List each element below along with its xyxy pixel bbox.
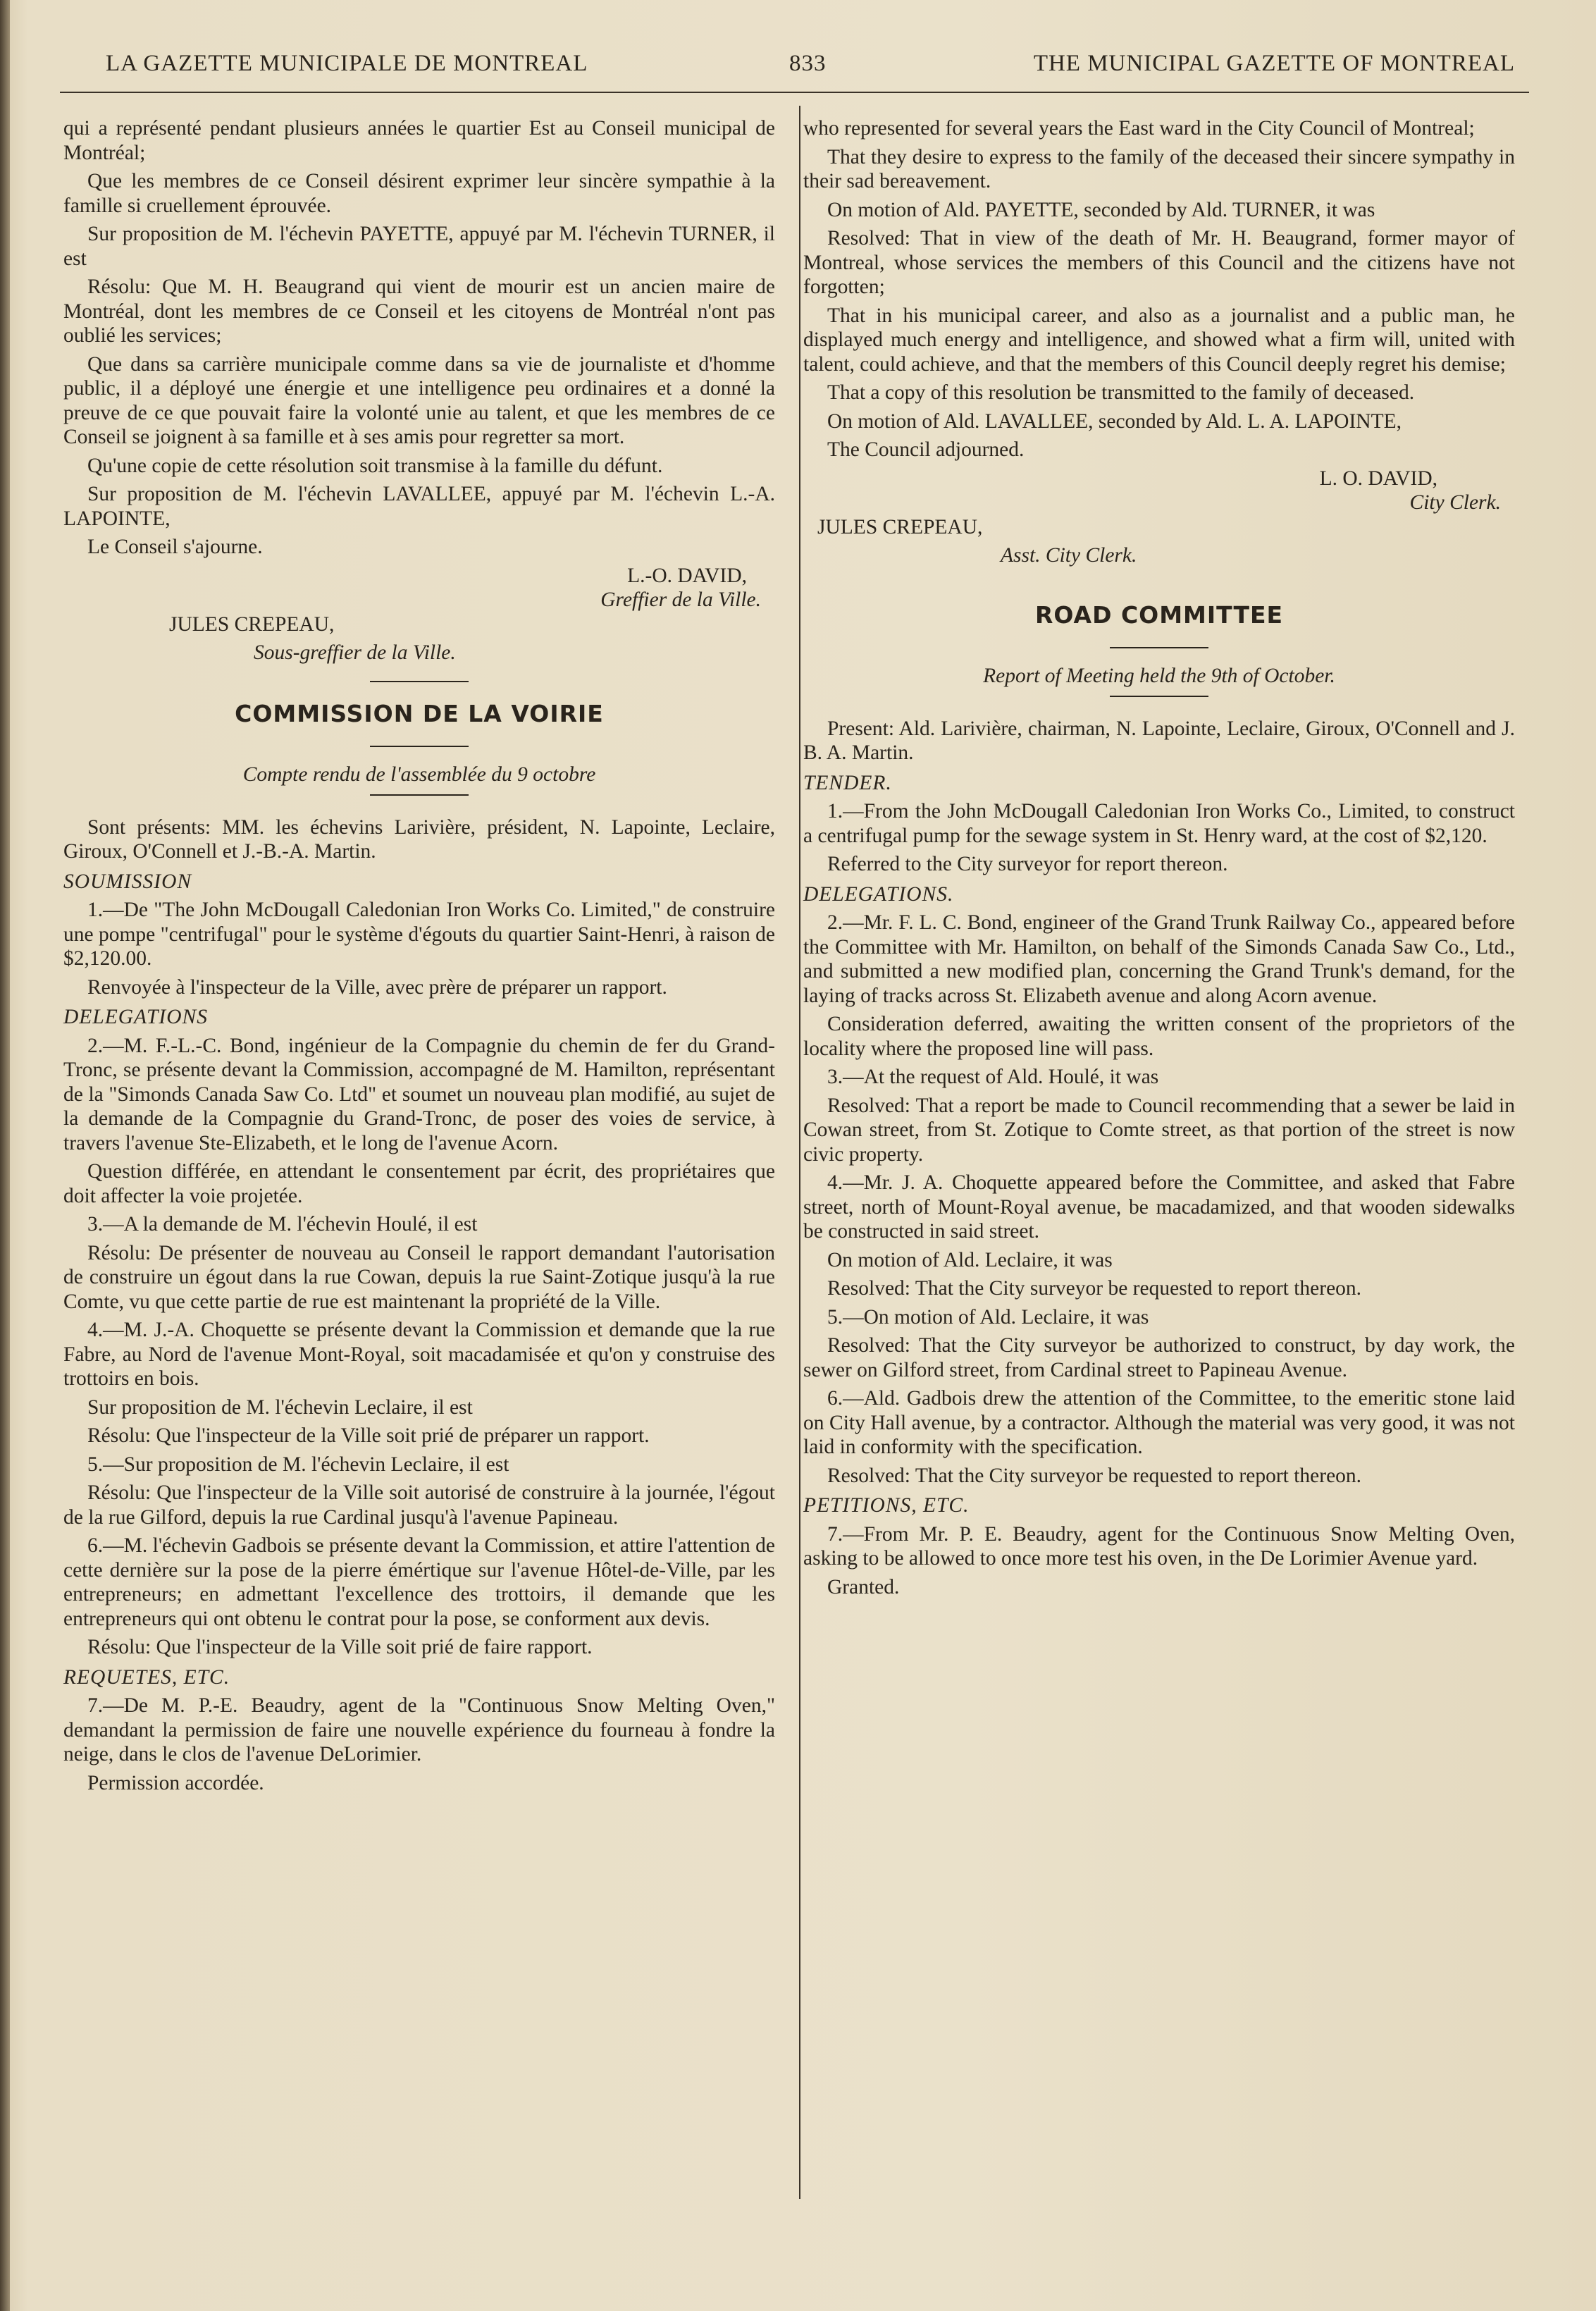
en-item-5: 5.—On motion of Ald. Leclaire, it was [827,1305,1149,1329]
en-intro-5: That in his municipal career, and also as a journalist and a public man, he displayed much energy and intelligence, and showed what a firm will, united with talent, could achieve, and that the members of this Council deeply regret his demise; [803,304,1515,376]
en-item-3: 3.—At the request of Ald. Houlé, it was [827,1066,1159,1088]
en-intro-6: That a copy of this resolution be transmitted to the family of deceased. [827,381,1415,404]
fr-item-1-action: Renvoyée à l'inspecteur de la Ville, avec prère de préparer un rapport. [87,975,667,999]
fr-item-4: 4.—M. J.-A. Choquette se présente devant la Commission et demande que la rue Fabre, au Nord de l'avenue Mont-Royal, soit macadamisée et qu'on y construise des trottoirs en bois. [63,1319,775,1390]
running-head-english: THE MUNICIPAL GAZETTE OF MONTREAL [1033,51,1515,76]
en-item-4-resolu: Resolved: That the City surveyor be requested to report thereon. [827,1277,1362,1300]
fr-item-7-action: Permission accordée. [87,1771,264,1794]
english-column [803,116,1515,1603]
en-item-2-action: Consideration deferred, awaiting the written consent of the proprietors of the locality where the proposed line will pass. [803,1013,1515,1060]
en-item-6-resolu: Resolved: That the City surveyor be requested to report thereon. [827,1464,1362,1487]
en-intro-3: On motion of Ald. PAYETTE, seconded by Ald. TURNER, it was [827,198,1375,221]
fr-intro-8: Le Conseil s'ajourne. [87,536,263,558]
en-heading-petitions: PETITIONS, ETC. [803,1494,970,1517]
fr-item-4-resolu: Résolu: Que l'inspecteur de la Ville soit prié de préparer un rapport. [87,1424,650,1447]
en-heading-tender: TENDER. [803,771,892,794]
fr-item-4-motion: Sur proposition de M. l'échevin Leclaire, il est [87,1395,473,1419]
fr-item-6-resolu: Résolu: Que l'inspecteur de la Ville soit prié de faire rapport. [87,1636,593,1658]
fr-item-7: 7.—De M. P.-E. Beaudry, agent de la "Continuous Snow Melting Oven," demandant la permission de faire une nouvelle expérience du fourneau à fondre la neige, dans le clos de l'avenue DeLorimier. [63,1694,775,1765]
fr-present: Sont présents: MM. les échevins Larivière, président, N. Lapointe, Leclaire, Giroux, O'Connell et J.-B.-A. Martin. [63,815,775,863]
en-item-7: 7.—From Mr. P. E. Beaudry, agent for the Continuous Snow Melting Oven, asking to be allowed to once more test his oven, in the De Lorimier Avenue yard. [803,1522,1515,1570]
fr-item-2: 2.—M. F.-L.-C. Bond, ingénieur de la Compagnie du chemin de fer du Grand-Tronc, se présente devant la Commission, accompagné de M. Hamilton, représentant de la "Simonds Canada Saw Co. Ltd" et soumet un nouveau plan modifié, au sujet de la demande de la Compagnie du Grand-Tronc, de poser des voies de service, à travers l'avenue Ste-Elizabeth, et le long de l'avenue Acorn. [63,1034,775,1154]
en-item-5-resolu: Resolved: That the City surveyor be authorized to construct, by day work, the sewer on Gilford street, from Cardinal street to Papineau Avenue. [803,1334,1515,1381]
fr-intro-3: Sur proposition de M. l'échevin PAYETTE, appuyé par M. l'échevin TURNER, il est [63,223,775,270]
fr-asst-title: Sous-greffier de la Ville. [254,641,456,664]
fr-item-3-resolu: Résolu: De présenter de nouveau au Conseil le rapport demandant l'autorisation de construire un égout dans la rue Cowan, depuis la rue Saint-Zotique jusqu'à la rue Comte, vu que cette partie de rue est maintenant la propriété de la Ville. [63,1241,775,1313]
en-item-1: 1.—From the John McDougall Caledonian Iron Works Co., Limited, to construct a centrifugal pump for the sewage system in St. Henry ward, at the cost of $2,120. [803,800,1515,847]
en-intro-2: That they desire to express to the family of the deceased their sincere sympathy in their sad bereavement. [803,145,1515,192]
en-title-rule [1110,647,1208,648]
header-rule [60,92,1529,93]
en-section-title: ROAD COMMITTEE [1034,600,1284,629]
en-item-4-motion: On motion of Ald. Leclaire, it was [827,1248,1113,1271]
fr-title-rule [370,746,469,747]
en-present: Present: Ald. Larivière, chairman, N. Lapointe, Leclaire, Giroux, O'Connell and J. B. A. Martin. [803,717,1515,764]
fr-asst-name: JULES CREPEAU, [169,612,335,636]
en-item-2: 2.—Mr. F. L. C. Bond, engineer of the Grand Trunk Railway Co., appeared before the Committee with Mr. Hamilton, on behalf of the Simonds Canada Saw Co., Ltd., and submitted a new modified plan, concerning the Grand Trunk's demand, for the laying of tracks across St. Elizabeth avenue and along Acorn avenue. [803,911,1515,1007]
fr-heading-tender: SOUMISSION [63,870,192,893]
en-intro-8: The Council adjourned. [827,438,1025,461]
fr-separator-rule [370,681,469,682]
en-item-7-action: Granted. [827,1575,900,1598]
en-clerk-name: L. O. DAVID, [1319,467,1437,490]
page-number: 833 [789,51,827,76]
fr-section-title: COMMISSION DE LA VOIRIE [235,699,604,727]
fr-section-subtitle: Compte rendu de l'assemblée du 9 octobre [242,763,596,786]
fr-item-6: 6.—M. l'échevin Gadbois se présente devant la Commission, et attire l'attention de cette dernière sur la pose de la pierre émértique sur l'avenue Hôtel-de-Ville, par les entrepreneurs; en admettant l'excellence des trottoirs, il demande que les entrepreneurs qui ont obtenu le contrat pour la pose, se conforment aux devis. [63,1534,775,1630]
en-heading-delegations: DELEGATIONS. [803,882,954,906]
en-asst-title: Asst. City Clerk. [1001,544,1137,567]
en-clerk-title: City Clerk. [1409,491,1501,514]
en-intro-4: Resolved: That in view of the death of Mr. H. Beaugrand, former mayor of Montreal, whose services the members of this Council and the citizens have not forgotten; [803,227,1515,298]
fr-item-5-resolu: Résolu: Que l'inspecteur de la Ville soit autorisé de construire à la journée, l'égout de la rue Gilford, depuis la rue Cardinal jusqu'à l'avenue Papineau. [63,1481,775,1529]
fr-item-3: 3.—A la demande de M. l'échevin Houlé, il est [87,1213,478,1235]
en-item-6: 6.—Ald. Gadbois drew the attention of the Committee, to the emeritic stone laid on City Hall avenue, by a contractor. Although the material was very good, it was not laid in conformity with the specification. [803,1387,1515,1458]
fr-heading-petitions: REQUETES, ETC. [63,1665,230,1689]
running-head [106,51,1515,86]
en-item-1-action: Referred to the City surveyor for report thereon. [827,853,1228,875]
fr-item-2-action: Question différée, en attendant le consentement par écrit, des propriétaires que doit affecter la voie projetée. [63,1160,775,1207]
en-item-3-resolu: Resolved: That a report be made to Council recommending that a sewer be laid in Cowan street, from St. Zotique to Comte street, as that portion of the street is now civic property. [803,1094,1515,1166]
fr-clerk-name: L.-O. DAVID, [627,564,747,587]
fr-intro-2: Que les membres de ce Conseil désirent exprimer leur sincère sympathie à la famille si cruellement éprouvée. [63,170,775,217]
fr-intro-5: Que dans sa carrière municipale comme dans sa vie de journaliste et d'homme public, il a déployé une énergie et une intelligence peu ordinaires et a donné la preuve de ce que pouvait faire la volonté unie au talent, et que les membres de ce Conseil se joignent à sa famille et à ses amis pour regretter sa mort. [63,352,775,448]
fr-intro-1: qui a représenté pendant plusieurs années le quartier Est au Conseil municipal de Montréal; [63,117,775,164]
fr-intro-6: Qu'une copie de cette résolution soit transmise à la famille du défunt. [87,454,663,477]
en-section-subtitle: Report of Meeting held the 9th of October. [983,665,1335,687]
en-intro-7: On motion of Ald. LAVALLEE, seconded by Ald. L. A. LAPOINTE, [827,409,1402,433]
running-head-french: LA GAZETTE MUNICIPALE DE MONTREAL [106,51,588,76]
french-column [63,116,775,1799]
fr-item-1: 1.—De "The John McDougall Caledonian Iron Works Co. Limited," de construire une pompe "centrifugal" pour le système d'égouts du quartier Saint-Henri, à raison de $2,120.00. [63,899,775,970]
en-asst-name: JULES CREPEAU, [817,515,983,538]
fr-intro-7: Sur proposition de M. l'échevin LAVALLEE, appuyé par M. l'échevin L.-A. LAPOINTE, [63,483,775,530]
binding-spine [0,0,10,2311]
fr-item-5: 5.—Sur proposition de M. l'échevin Leclaire, il est [87,1453,509,1476]
fr-intro-4: Résolu: Que M. H. Beaugrand qui vient de mourir est un ancien maire de Montréal, dont les membres de ce Conseil et les citoyens de Montréal n'ont pas oublié les services; [63,276,775,347]
fr-heading-delegations: DELEGATIONS [63,1006,208,1028]
column-divider [799,106,800,2199]
en-item-4: 4.—Mr. J. A. Choquette appeared before the Committee, and asked that Fabre street, north of Mount-Royal avenue, be macadamized, and that wooden sidewalks be constructed in said street. [803,1171,1515,1243]
fr-clerk-title: Greffier de la Ville. [600,588,761,611]
en-intro-1: who represented for several years the East ward in the City Council of Montreal; [803,117,1475,140]
